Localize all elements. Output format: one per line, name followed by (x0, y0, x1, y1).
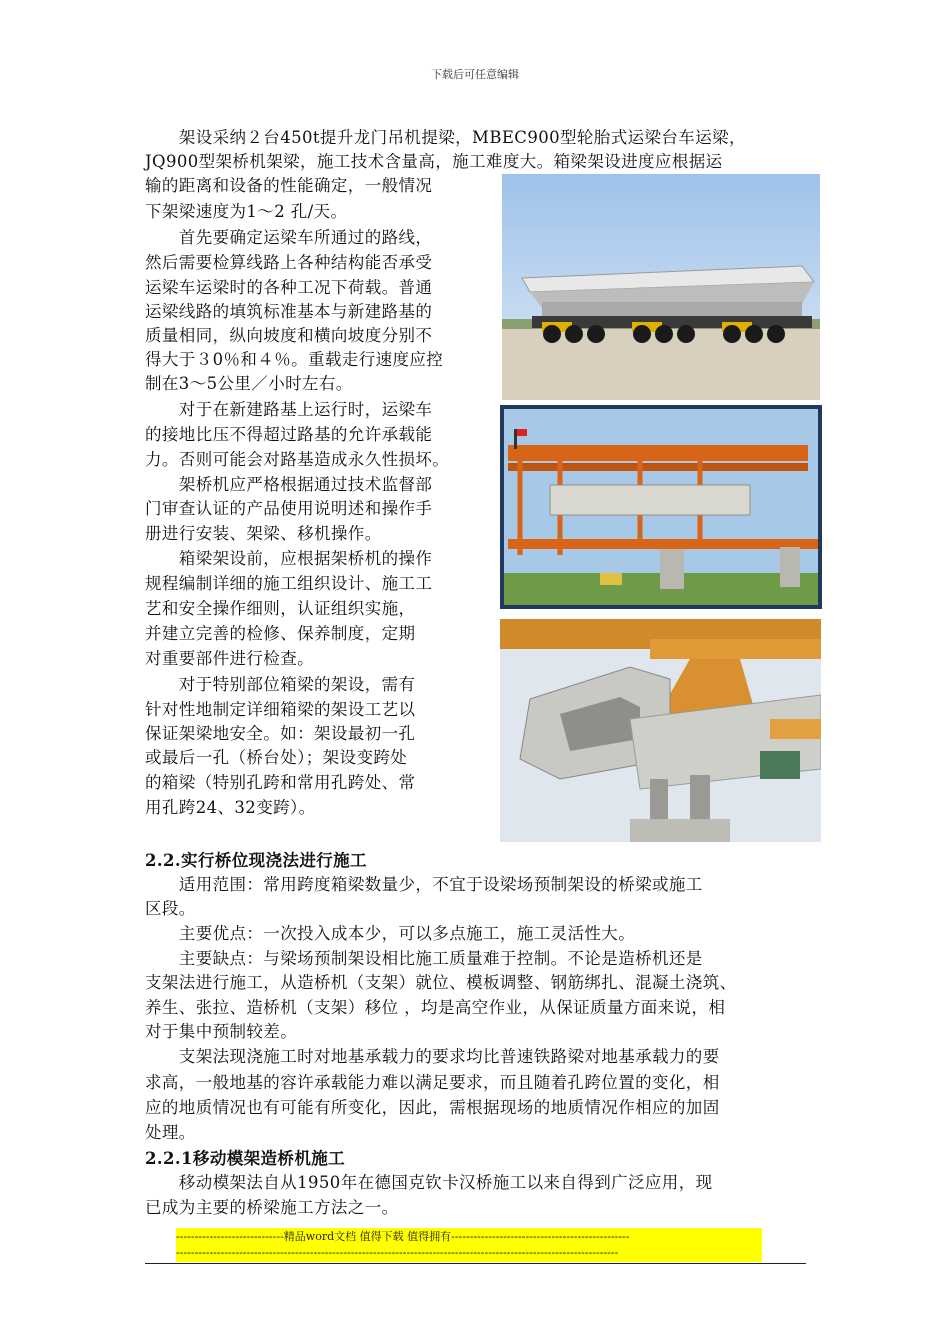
paragraph-line: 或最后一孔（桥台处）；架设变跨处 (145, 748, 408, 767)
paragraph-line: 制在3～5公里／小时左右。 (145, 374, 353, 393)
paragraph-line: 求高，一般地基的容许承载能力难以满足要求，而且随着孔跨位置的变化，相 (145, 1073, 720, 1092)
section-heading: 2.2.实行桥位现浇法进行施工 (145, 851, 367, 870)
photo-movable-scaffolding (500, 619, 821, 842)
footer-banner-line-1: -----------------------------精品word文档 值得下载 值得拥有------------------------------------------------ (176, 1228, 762, 1246)
paragraph-line: 养生、张拉、造桥机（支架）移位 ，均是高空作业，从保证质量方面来说，相 (145, 998, 726, 1017)
photo-bridge-erecting-machine (500, 405, 822, 609)
paragraph-line: 针对性地制定详细箱梁的架设工艺以 (145, 700, 416, 719)
paragraph-line: 区段。 (145, 899, 196, 918)
paragraph-line: 支架法进行施工，从造桥机（支架）就位、模板调整、钢筋绑扎、混凝土浇筑、 (145, 973, 737, 992)
paragraph-line: 册进行安装、架梁、移机操作。 (145, 524, 382, 543)
section-heading: 2.2.1移动模架造桥机施工 (145, 1149, 346, 1168)
paragraph-line: 对于在新建路基上运行时，运梁车 (145, 400, 433, 419)
paragraph-line: 用孔跨24、32变跨）。 (145, 798, 316, 817)
paragraph-line: JQ900型架桥机架梁，施工技术含量高，施工难度大。箱梁架设进度应根据运 (145, 152, 723, 171)
paragraph-line: 箱梁架设前，应根据架桥机的操作 (145, 549, 433, 568)
paragraph-line: 的箱梁（特别孔跨和常用孔跨处、常 (145, 773, 416, 792)
paragraph-line: 质量相同，纵向坡度和横向坡度分别不 (145, 326, 433, 345)
paragraph-line: 然后需要检算线路上各种结构能否承受 (145, 253, 433, 272)
paragraph-line: 门审查认证的产品使用说明述和操作手 (145, 499, 433, 518)
paragraph-line: 并建立完善的检修、保养制度，定期 (145, 624, 416, 643)
paragraph-line: 运梁车运梁时的各种工况下荷载。普通 (145, 278, 433, 297)
paragraph-line: 主要优点：一次投入成本少，可以多点施工，施工灵活性大。 (145, 924, 636, 943)
footer-rule (145, 1263, 806, 1264)
paragraph-line: 移动模架法自从1950年在德国克钦卡汉桥施工以来自得到广泛应用，现 (145, 1173, 713, 1192)
paragraph-line: 运梁线路的填筑标准基本与新建路基的 (145, 302, 433, 321)
paragraph-line: 支架法现浇施工时对地基承载力的要求均比普速铁路梁对地基承载力的要 (145, 1047, 720, 1066)
paragraph-line: 应的地质情况也有可能有所变化，因此，需根据现场的地质情况作相应的加固 (145, 1098, 720, 1117)
paragraph-line: 力。否则可能会对路基造成永久性损坏。 (145, 450, 450, 469)
paragraph-line: 下架梁速度为1～2 孔/天。 (145, 202, 348, 221)
paragraph-line: 的接地比压不得超过路基的允许承载能 (145, 425, 433, 444)
paragraph-line: 主要缺点：与梁场预制架设相比施工质量难于控制。不论是造桥机还是 (145, 949, 703, 968)
paragraph-line: 已成为主要的桥梁施工方法之一。 (145, 1198, 399, 1217)
paragraph-line: 对重要部件进行检查。 (145, 649, 314, 668)
paragraph-line: 对于特别部位箱梁的架设，需有 (145, 675, 416, 694)
paragraph-line: 处理。 (145, 1123, 196, 1142)
paragraph-line: 保证架梁地安全。如：架设最初一孔 (145, 724, 416, 743)
paragraph-line: 得大于３0％和４％。重载走行速度应控 (145, 350, 444, 369)
paragraph-line: 对于集中预制较差。 (145, 1022, 298, 1041)
paragraph-line: 输的距离和设备的性能确定，一般情况 (145, 176, 433, 195)
paragraph-line: 架桥机应严格根据通过技术监督部 (145, 475, 433, 494)
paragraph-line: 规程编制详细的施工组织设计、施工工 (145, 574, 433, 593)
footer-banner-line-2: ----------------------------------------------------------------------------------------------------------------------- (176, 1244, 762, 1262)
paragraph-line: 首先要确定运梁车所通过的路线， (145, 228, 433, 247)
paragraph-line: 适用范围：常用跨度箱梁数量少，不宜于设梁场预制架设的桥梁或施工 (145, 875, 703, 894)
paragraph-line: 艺和安全操作细则，认证组织实施， (145, 599, 416, 618)
page-header: 下载后可任意编辑 (431, 68, 519, 81)
photo-beam-transporter (502, 174, 820, 400)
paragraph-line: 架设采纳２台450t提升龙门吊机提梁，MBEC900型轮胎式运梁台车运梁， (145, 128, 746, 147)
